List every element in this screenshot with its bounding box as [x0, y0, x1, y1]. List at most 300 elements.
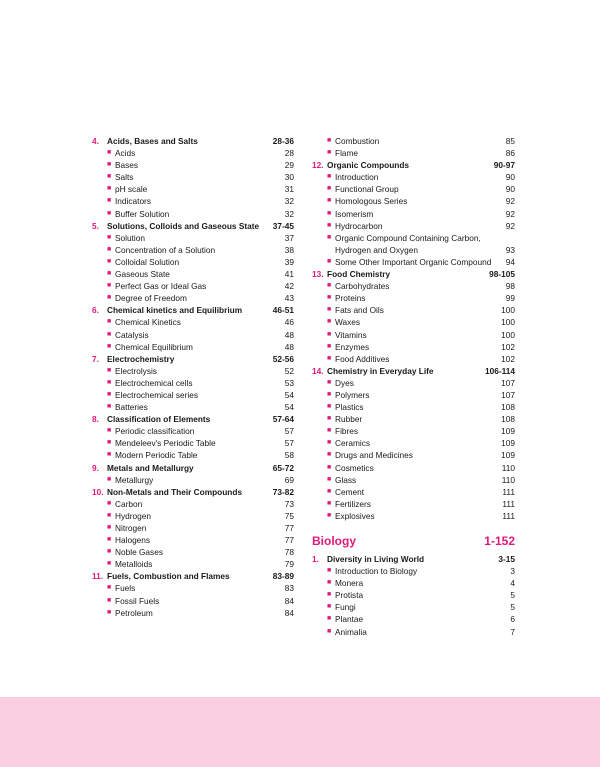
subtopic-pages: 77	[284, 535, 294, 546]
toc-subtopic	[312, 401, 515, 413]
subtopic-pages: 32	[284, 208, 294, 219]
toc-subtopic	[92, 595, 294, 607]
bullet-icon: ■	[107, 173, 112, 181]
bullet-icon: ■	[107, 390, 112, 398]
chapter-title: Chemical kinetics and Equilibrium	[107, 305, 243, 316]
subtopic-pages: 99	[505, 293, 515, 304]
toc-subtopic	[312, 353, 515, 365]
chapter-pages: 57-64	[272, 414, 294, 425]
subtopic-title: Noble Gases	[115, 547, 163, 558]
subtopic-pages: 92	[505, 220, 515, 231]
toc-subtopic	[312, 601, 515, 613]
toc-subtopic	[92, 607, 294, 619]
bullet-icon: ■	[327, 567, 332, 575]
subtopic-pages: 54	[284, 389, 294, 400]
chapter-title: Diversity in Living World	[327, 554, 425, 564]
chapter-title: Chemistry in Everyday Life	[327, 365, 434, 376]
toc-subtopic	[92, 280, 294, 292]
subtopic-pages: 84	[284, 607, 294, 618]
bullet-icon: ■	[327, 137, 332, 144]
toc-subtopic	[312, 377, 515, 389]
subtopic-pages: 30	[284, 172, 294, 183]
toc-subtopic	[92, 558, 294, 570]
subtopic-title: Chemical Equilibrium	[115, 341, 193, 352]
chapter-number: 14.	[312, 365, 324, 376]
toc-subtopic	[312, 498, 515, 510]
toc-subtopic	[92, 546, 294, 558]
toc-subtopic	[92, 171, 294, 183]
toc-subtopic	[312, 304, 515, 316]
subtopic-title: Glass	[335, 474, 357, 485]
bullet-icon: ■	[107, 511, 112, 519]
subtopic-title: Monera	[335, 578, 364, 589]
bullet-icon: ■	[107, 185, 112, 193]
bullet-icon: ■	[327, 390, 332, 398]
subtopic-pages: 86	[505, 148, 515, 159]
subtopic-title: Enzymes	[335, 341, 370, 352]
chapter-number: 1.	[312, 554, 319, 564]
toc-subtopic	[312, 183, 515, 195]
subtopic-title: Combustion	[335, 136, 380, 146]
toc-subtopic	[312, 171, 515, 183]
chapter-number: 9.	[92, 462, 99, 473]
bullet-icon: ■	[327, 185, 332, 193]
bullet-icon: ■	[107, 560, 112, 568]
toc-right-column	[312, 135, 515, 638]
subtopic-title: Some Other Important Organic Compound	[335, 256, 492, 267]
toc-chapter	[312, 268, 515, 280]
bullet-icon: ■	[107, 270, 112, 278]
bullet-icon: ■	[107, 608, 112, 616]
chapter-number: 5.	[92, 220, 99, 231]
subtopic-title: Protista	[335, 590, 364, 601]
subtopic-pages: 109	[501, 450, 515, 461]
bullet-icon: ■	[107, 282, 112, 290]
bullet-icon: ■	[107, 330, 112, 338]
subtopic-pages: 93	[505, 244, 515, 255]
bullet-icon: ■	[107, 524, 112, 531]
toc-subtopic	[312, 329, 515, 341]
chapter-number: 8.	[92, 414, 99, 425]
chapter-title: Non-Metals and Their Compounds	[107, 486, 243, 497]
bullet-icon: ■	[107, 197, 112, 205]
toc-chapter	[92, 486, 294, 498]
subtopic-pages: 100	[501, 329, 515, 340]
toc-subtopic	[92, 244, 294, 256]
chapter-pages: 90-97	[493, 160, 515, 171]
subtopic-title: Hydrogen	[115, 510, 151, 521]
subtopic-pages: 100	[501, 305, 515, 316]
subtopic-pages: 43	[284, 293, 294, 304]
toc-subtopic	[312, 316, 515, 328]
subtopic-pages: 5	[510, 590, 515, 601]
toc-chapter	[92, 413, 294, 425]
subtopic-pages: 37	[284, 232, 294, 243]
toc-subtopic	[312, 341, 515, 353]
toc-subtopic	[92, 341, 294, 353]
subtopic-pages: 108	[501, 414, 515, 425]
subtopic-title: Drugs and Medicines	[335, 450, 413, 461]
subtopic-title: Indicators	[115, 196, 151, 207]
toc-subtopic	[312, 280, 515, 292]
subtopic-pages: 90	[505, 184, 515, 195]
subtopic-title: Fertilizers	[335, 498, 371, 509]
bullet-icon: ■	[327, 318, 332, 326]
toc-subtopic	[312, 292, 515, 304]
subtopic-pages: 79	[284, 559, 294, 570]
toc-subtopic	[92, 159, 294, 171]
toc-subtopic	[92, 256, 294, 268]
toc-chapter	[312, 159, 515, 171]
chapter-number: 7.	[92, 353, 99, 364]
subtopic-pages: 5	[510, 602, 515, 613]
subtopic-title: Perfect Gas or Ideal Gas	[115, 281, 207, 292]
toc-subtopic	[312, 195, 515, 207]
subtopic-title: Metalloids	[115, 559, 153, 570]
chapter-pages: 65-72	[272, 462, 294, 473]
subtopic-title: Petroleum	[115, 607, 153, 618]
subtopic-pages: 107	[501, 377, 515, 388]
bullet-icon: ■	[327, 591, 332, 599]
subtopic-title: Fuels	[115, 583, 136, 594]
subtopic-pages: 109	[501, 426, 515, 437]
bullet-icon: ■	[107, 451, 112, 459]
toc-chapter	[92, 462, 294, 474]
bullet-icon: ■	[327, 511, 332, 519]
subtopic-title: Degree of Freedom	[115, 293, 187, 304]
chapter-title: Solutions, Colloids and Gaseous State	[107, 220, 260, 231]
subtopic-title: Polymers	[335, 389, 370, 400]
bullet-icon: ■	[107, 161, 112, 169]
bullet-icon: ■	[107, 403, 112, 411]
subtopic-title: Fossil Fuels	[115, 595, 160, 606]
bullet-icon: ■	[107, 439, 112, 447]
toc-subtopic	[312, 256, 515, 268]
subtopic-title: Homologous Series	[335, 196, 408, 207]
subtopic-title: Hydrocarbon	[335, 220, 383, 231]
subtopic-pages: 48	[284, 341, 294, 352]
subtopic-title: Animalia	[335, 626, 367, 637]
subtopic-title: Salts	[115, 172, 134, 183]
chapter-pages: 3-15	[498, 554, 515, 564]
bullet-icon: ■	[327, 294, 332, 302]
subtopic-title: Metallurgy	[115, 474, 154, 485]
subtopic-pages: 92	[505, 196, 515, 207]
toc-subtopic	[92, 183, 294, 195]
subtopic-pages: 32	[284, 196, 294, 207]
bullet-icon: ■	[327, 221, 332, 229]
subtopic-title: Plastics	[335, 402, 364, 413]
toc-subtopic	[92, 389, 294, 401]
toc-subtopic	[92, 316, 294, 328]
subtopic-title: Vitamins	[335, 329, 367, 340]
chapter-title: Organic Compounds	[327, 160, 410, 171]
subtopic-pages: 28	[284, 148, 294, 159]
subtopic-pages: 39	[284, 256, 294, 267]
subtopic-title: Waxes	[335, 317, 361, 328]
bullet-icon: ■	[107, 209, 112, 217]
chapter-pages: 37-45	[272, 220, 294, 231]
chapter-title: Fuels, Combustion and Flames	[107, 571, 230, 582]
subtopic-title: pH scale	[115, 184, 148, 195]
chapter-pages: 106-114	[485, 365, 515, 376]
subtopic-pages: 75	[284, 510, 294, 521]
subtopic-title: Colloidal Solution	[115, 256, 180, 267]
bullet-icon: ■	[107, 536, 112, 544]
footer-band	[0, 697, 600, 767]
toc-subtopic	[92, 510, 294, 522]
subtopic-title: Concentration of a Solution	[115, 244, 216, 255]
toc-subtopic	[312, 462, 515, 474]
toc-subtopic	[92, 208, 294, 220]
toc-subtopic	[312, 220, 515, 232]
bullet-icon: ■	[327, 487, 332, 495]
subtopic-pages: 31	[284, 184, 294, 195]
subtopic-pages: 78	[284, 547, 294, 558]
subtopic-title: Gaseous State	[115, 269, 170, 280]
subtopic-title: Organic Compound Containing Carbon, Hydrogen and Oxygen	[335, 232, 481, 255]
subtopic-pages: 57	[284, 426, 294, 437]
toc-subtopic	[92, 534, 294, 546]
chapter-title: Metals and Metallurgy	[107, 462, 194, 473]
subtopic-pages: 73	[284, 498, 294, 509]
bullet-icon: ■	[327, 627, 332, 635]
toc-subtopic	[92, 474, 294, 486]
subtopic-pages: 77	[284, 523, 294, 533]
toc-subtopic	[312, 474, 515, 486]
subtopic-title: Rubber	[335, 414, 363, 425]
chapter-title: Electrochemistry	[107, 353, 175, 364]
subtopic-title: Batteries	[115, 402, 148, 413]
chapter-number: 12.	[312, 160, 324, 171]
subtopic-pages: 100	[501, 317, 515, 328]
toc-subtopic	[312, 613, 515, 625]
chapter-pages: 46-51	[272, 305, 294, 316]
subtopic-title: Chemical Kinetics	[115, 317, 181, 328]
subtopic-title: Fats and Oils	[335, 305, 384, 316]
subtopic-title: Nitrogen	[115, 523, 147, 533]
subtopic-pages: 29	[284, 160, 294, 171]
bullet-icon: ■	[327, 282, 332, 290]
toc-subtopic	[92, 147, 294, 159]
section-pages: 1-152	[484, 534, 515, 548]
toc-chapter	[312, 553, 515, 565]
chapter-title: Food Chemistry	[327, 269, 391, 280]
subtopic-title: Catalysis	[115, 329, 149, 340]
subtopic-pages: 102	[501, 341, 515, 352]
toc-chapter	[92, 135, 294, 147]
toc-subtopic	[312, 135, 515, 147]
toc-subtopic	[312, 565, 515, 577]
bullet-icon: ■	[327, 149, 332, 157]
bullet-icon: ■	[107, 475, 112, 483]
subtopic-title: Flame	[335, 148, 359, 159]
subtopic-pages: 48	[284, 329, 294, 340]
subtopic-pages: 111	[502, 486, 515, 497]
subtopic-pages: 111	[502, 498, 515, 509]
subtopic-title: Explosives	[335, 510, 375, 521]
toc-subtopic	[92, 232, 294, 244]
subtopic-title: Fibres	[335, 426, 359, 437]
bullet-icon: ■	[327, 451, 332, 459]
subtopic-title: Food Additives	[335, 353, 390, 364]
toc-subtopic	[92, 449, 294, 461]
toc-subtopic	[92, 329, 294, 341]
subtopic-title: Electrochemical cells	[115, 377, 193, 388]
toc-subtopic	[92, 365, 294, 377]
subtopic-pages: 92	[505, 208, 515, 219]
toc-subtopic	[312, 486, 515, 498]
subtopic-title: Carbohydrates	[335, 281, 390, 292]
bullet-icon: ■	[107, 378, 112, 386]
bullet-icon: ■	[107, 427, 112, 435]
bullet-icon: ■	[327, 354, 332, 362]
subtopic-pages: 83	[284, 583, 294, 594]
bullet-icon: ■	[107, 499, 112, 507]
chapter-title: Classification of Elements	[107, 414, 211, 425]
subtopic-title: Solution	[115, 232, 145, 243]
chapter-pages: 52-56	[272, 353, 294, 364]
toc-subtopic	[92, 437, 294, 449]
toc-subtopic	[92, 377, 294, 389]
toc-chapter	[92, 220, 294, 232]
subtopic-title: Electrochemical series	[115, 389, 198, 400]
subtopic-pages: 110	[501, 462, 515, 473]
subtopic-pages: 3	[510, 566, 515, 577]
bullet-icon: ■	[327, 499, 332, 507]
toc-subtopic	[312, 413, 515, 425]
subtopic-title: Proteins	[335, 293, 366, 304]
bullet-icon: ■	[327, 403, 332, 411]
toc-chapter	[92, 353, 294, 365]
section-heading	[312, 533, 515, 550]
bullet-icon: ■	[107, 342, 112, 350]
subtopic-title: Periodic classification	[115, 426, 195, 437]
subtopic-title: Halogens	[115, 535, 151, 546]
toc-subtopic	[92, 268, 294, 280]
subtopic-pages: 6	[510, 614, 515, 625]
toc-subtopic	[312, 208, 515, 220]
toc-subtopic	[312, 577, 515, 589]
bullet-icon: ■	[327, 306, 332, 314]
subtopic-pages: 54	[284, 402, 294, 413]
chapter-number: 13.	[312, 269, 324, 280]
subtopic-pages: 52	[284, 365, 294, 376]
subtopic-title: Cosmetics	[335, 462, 374, 473]
toc-subtopic	[312, 449, 515, 461]
subtopic-pages: 107	[501, 389, 515, 400]
subtopic-title: Introduction	[335, 172, 379, 183]
toc-subtopic	[92, 522, 294, 534]
toc-subtopic	[92, 582, 294, 594]
toc-chapter	[92, 304, 294, 316]
toc-subtopic	[92, 401, 294, 413]
chapter-number: 4.	[92, 136, 99, 146]
subtopic-title: Modern Periodic Table	[115, 450, 198, 461]
toc-chapter	[312, 365, 515, 377]
toc-chapter	[92, 570, 294, 582]
subtopic-pages: 38	[284, 244, 294, 255]
subtopic-title: Cement	[335, 486, 365, 497]
bullet-icon: ■	[327, 330, 332, 338]
toc-subtopic	[312, 510, 515, 522]
toc-left-column	[92, 135, 294, 619]
bullet-icon: ■	[327, 427, 332, 435]
subtopic-pages: 41	[284, 269, 294, 280]
subtopic-title: Plantae	[335, 614, 364, 625]
toc-subtopic	[312, 147, 515, 159]
subtopic-pages: 84	[284, 595, 294, 606]
subtopic-pages: 98	[505, 281, 515, 292]
bullet-icon: ■	[327, 233, 332, 241]
subtopic-title: Buffer Solution	[115, 208, 170, 219]
subtopic-pages: 109	[501, 438, 515, 449]
bullet-icon: ■	[107, 548, 112, 556]
subtopic-title: Dyes	[335, 377, 354, 388]
bullet-icon: ■	[107, 257, 112, 265]
subtopic-pages: 90	[505, 172, 515, 183]
chapter-title: Acids, Bases and Salts	[107, 136, 198, 146]
bullet-icon: ■	[327, 603, 332, 611]
toc-subtopic	[312, 437, 515, 449]
bullet-icon: ■	[327, 197, 332, 205]
subtopic-title: Electrolysis	[115, 365, 157, 376]
bullet-icon: ■	[107, 245, 112, 253]
subtopic-pages: 110	[501, 474, 515, 485]
subtopic-title: Carbon	[115, 498, 143, 509]
toc-subtopic	[312, 589, 515, 601]
subtopic-title: Fungi	[335, 602, 356, 613]
toc-subtopic	[312, 389, 515, 401]
subtopic-pages: 46	[284, 317, 294, 328]
toc-subtopic	[92, 195, 294, 207]
section-title: Biology	[312, 534, 356, 548]
subtopic-title: Acids	[115, 148, 136, 159]
subtopic-pages: 111	[502, 510, 515, 521]
chapter-pages: 83-89	[272, 571, 294, 582]
subtopic-pages: 58	[284, 450, 294, 461]
bullet-icon: ■	[107, 596, 112, 604]
toc-subtopic	[312, 232, 515, 256]
chapter-number: 11.	[92, 571, 104, 582]
toc-subtopic	[312, 425, 515, 437]
bullet-icon: ■	[327, 173, 332, 181]
bullet-icon: ■	[327, 378, 332, 386]
bullet-icon: ■	[107, 233, 112, 241]
subtopic-title: Bases	[115, 160, 139, 171]
bullet-icon: ■	[107, 366, 112, 374]
bullet-icon: ■	[327, 579, 332, 587]
toc-subtopic	[92, 498, 294, 510]
bullet-icon: ■	[107, 294, 112, 302]
subtopic-pages: 85	[505, 136, 515, 146]
bullet-icon: ■	[327, 415, 332, 423]
chapter-pages: 28-36	[272, 136, 294, 146]
bullet-icon: ■	[327, 209, 332, 217]
subtopic-pages: 57	[284, 438, 294, 449]
toc-subtopic	[312, 626, 515, 638]
subtopic-pages: 108	[501, 402, 515, 413]
subtopic-pages: 4	[510, 578, 515, 589]
bullet-icon: ■	[327, 615, 332, 623]
subtopic-pages: 102	[501, 353, 515, 364]
bullet-icon: ■	[107, 149, 112, 157]
toc-subtopic	[92, 292, 294, 304]
bullet-icon: ■	[327, 257, 332, 265]
subtopic-title: Isomerism	[335, 208, 374, 219]
subtopic-pages: 7	[510, 626, 515, 637]
subtopic-title: Mendeleev's Periodic Table	[115, 438, 216, 449]
